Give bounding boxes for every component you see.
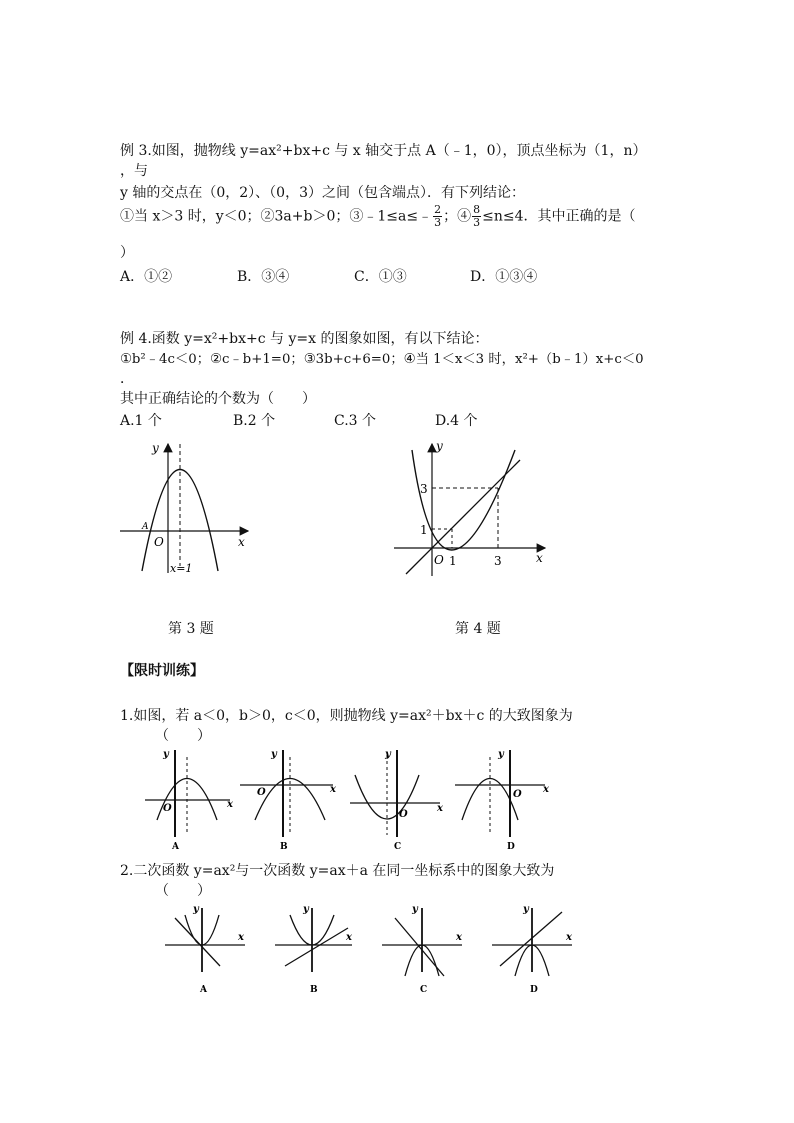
fig3-origin-label: O xyxy=(154,535,164,549)
figure-3 xyxy=(110,438,260,578)
q1-c-origin-label: O xyxy=(399,809,408,820)
ex4-line2: ①b²﹣4c＜0；②c﹣b+1=0；③3b+c+6=0；④当 1＜x＜3 时，x²+（b﹣1）x+c＜0 xyxy=(120,352,644,367)
ex3-line3-close: ） xyxy=(120,245,134,261)
q2-graph-b xyxy=(275,908,352,972)
frac1-num: 2 xyxy=(434,203,442,216)
practice-header: 【限时训练】 xyxy=(120,663,204,679)
fig4-y-label: y xyxy=(436,439,443,453)
ex4-line3: 其中正确结论的个数为（ ） xyxy=(120,391,316,407)
ex4-line2b: ． xyxy=(120,371,134,387)
frac2-num: 8 xyxy=(473,203,481,216)
ex3-line2: y 轴的交点在（0，2）、（0，3）之间（包含端点）．有下列结论： xyxy=(120,185,525,201)
q2-b-y-label: y xyxy=(303,904,309,915)
q1-label-c: C xyxy=(394,842,402,852)
q1-d-origin-label: O xyxy=(513,789,522,800)
q2-label-c: C xyxy=(420,985,428,995)
q2-graph-a xyxy=(165,908,245,972)
fig3-caption: 第 3 题 xyxy=(168,621,214,637)
ex3-option-c: C．①③ xyxy=(354,269,407,285)
q1-a-x-label: x xyxy=(227,799,233,810)
frac2-den: 3 xyxy=(473,216,481,229)
frac1-den: 3 xyxy=(434,216,442,229)
q1-c-x-label: x xyxy=(437,803,443,814)
q2-d-x-label: x xyxy=(566,932,572,943)
ex4-option-b: B.2 个 xyxy=(233,413,276,429)
q2-a-y-label: y xyxy=(193,904,199,915)
q1-graph-b xyxy=(240,750,333,837)
ex3-line3-b: ；④ xyxy=(443,208,472,225)
q1-label-b: B xyxy=(280,842,288,852)
q1-label-a: A xyxy=(172,842,179,852)
fig4-x-label: x xyxy=(536,551,543,565)
fraction-8-3 xyxy=(472,204,481,229)
fig4-y-tick-1: 1 xyxy=(420,523,428,537)
ex4-line1: 例 4.函数 y=x²+bx+c 与 y=x 的图象如图，有以下结论： xyxy=(120,331,489,347)
q2-label-b: B xyxy=(310,985,318,995)
q2-c-x-label: x xyxy=(456,932,462,943)
fig4-y-tick-3: 3 xyxy=(420,482,428,496)
ex3-option-a: A．①② xyxy=(120,269,173,285)
fig4-line-y-eq-x xyxy=(406,460,520,574)
fraction-2-3 xyxy=(433,204,442,229)
fig4-x-tick-3: 3 xyxy=(494,554,502,568)
q1-b-origin-label: O xyxy=(257,787,266,798)
ex3-line3-c: ≤n≤4．其中正确的是（ xyxy=(482,208,636,225)
fig3-symmetry-label: x=1 xyxy=(170,562,193,575)
q2-c-y-label: y xyxy=(412,904,418,915)
q1-graph-c xyxy=(350,750,440,837)
ex3-line3-a: ①当 x＞3 时，y＜0；②3a+b＞0；③﹣1≤a≤﹣ xyxy=(120,208,433,225)
q1-graphs xyxy=(135,745,555,855)
fig4-caption: 第 4 题 xyxy=(455,621,501,637)
ex4-option-d: D.4 个 xyxy=(435,413,478,429)
fig3-point-a-label: A xyxy=(142,522,149,532)
ex3-line1b: ，与 xyxy=(120,163,148,179)
q2-label-a: A xyxy=(200,985,207,995)
q2-graph-d xyxy=(492,908,572,976)
ex3-line1: 例 3.如图，抛物线 y=ax²+bx+c 与 x 轴交于点 A（﹣1，0），顶点坐标为（1，n） xyxy=(120,143,647,159)
q1-d-y-label: y xyxy=(498,749,504,760)
q1-graph-a xyxy=(145,750,230,837)
fig3-y-label: y xyxy=(152,441,159,455)
q1-d-x-label: x xyxy=(543,784,549,795)
fig3-parabola xyxy=(142,470,218,572)
q1-a-y-label: y xyxy=(163,749,169,760)
q2-a-x-label: x xyxy=(238,932,244,943)
q2-label-d: D xyxy=(530,985,538,995)
q1-b-x-label: x xyxy=(330,784,336,795)
fig4-origin-label: O xyxy=(434,553,444,567)
q2-graphs xyxy=(160,900,580,995)
ex3-option-b: B．③④ xyxy=(237,269,290,285)
ex4-option-c: C.3 个 xyxy=(334,413,377,429)
ex3-line3 xyxy=(120,204,635,229)
figure-4 xyxy=(390,438,555,578)
q2-paren: （ ） xyxy=(155,883,211,899)
ex4-option-a: A.1 个 xyxy=(120,413,162,429)
q1-paren: （ ） xyxy=(155,728,211,744)
q2-graph-c xyxy=(382,908,462,976)
fig4-x-tick-1: 1 xyxy=(449,554,457,568)
q1-c-y-label: y xyxy=(385,749,391,760)
q1-a-origin-label: O xyxy=(163,803,172,814)
q2-d-y-label: y xyxy=(523,904,529,915)
q2-b-x-label: x xyxy=(346,932,352,943)
q1-label-d: D xyxy=(507,842,515,852)
q1-graph-d xyxy=(455,750,545,837)
q1-text: 1.如图，若 a＜0，b＞0，c＜0，则抛物线 y=ax²＋bx＋c 的大致图象为 xyxy=(120,708,573,724)
fig3-x-label: x xyxy=(238,535,245,549)
q2-text: 2.二次函数 y=ax²与一次函数 y=ax＋a 在同一坐标系中的图象大致为 xyxy=(120,863,555,879)
q1-b-y-label: y xyxy=(271,749,277,760)
ex3-option-d: D．①③④ xyxy=(470,269,538,285)
